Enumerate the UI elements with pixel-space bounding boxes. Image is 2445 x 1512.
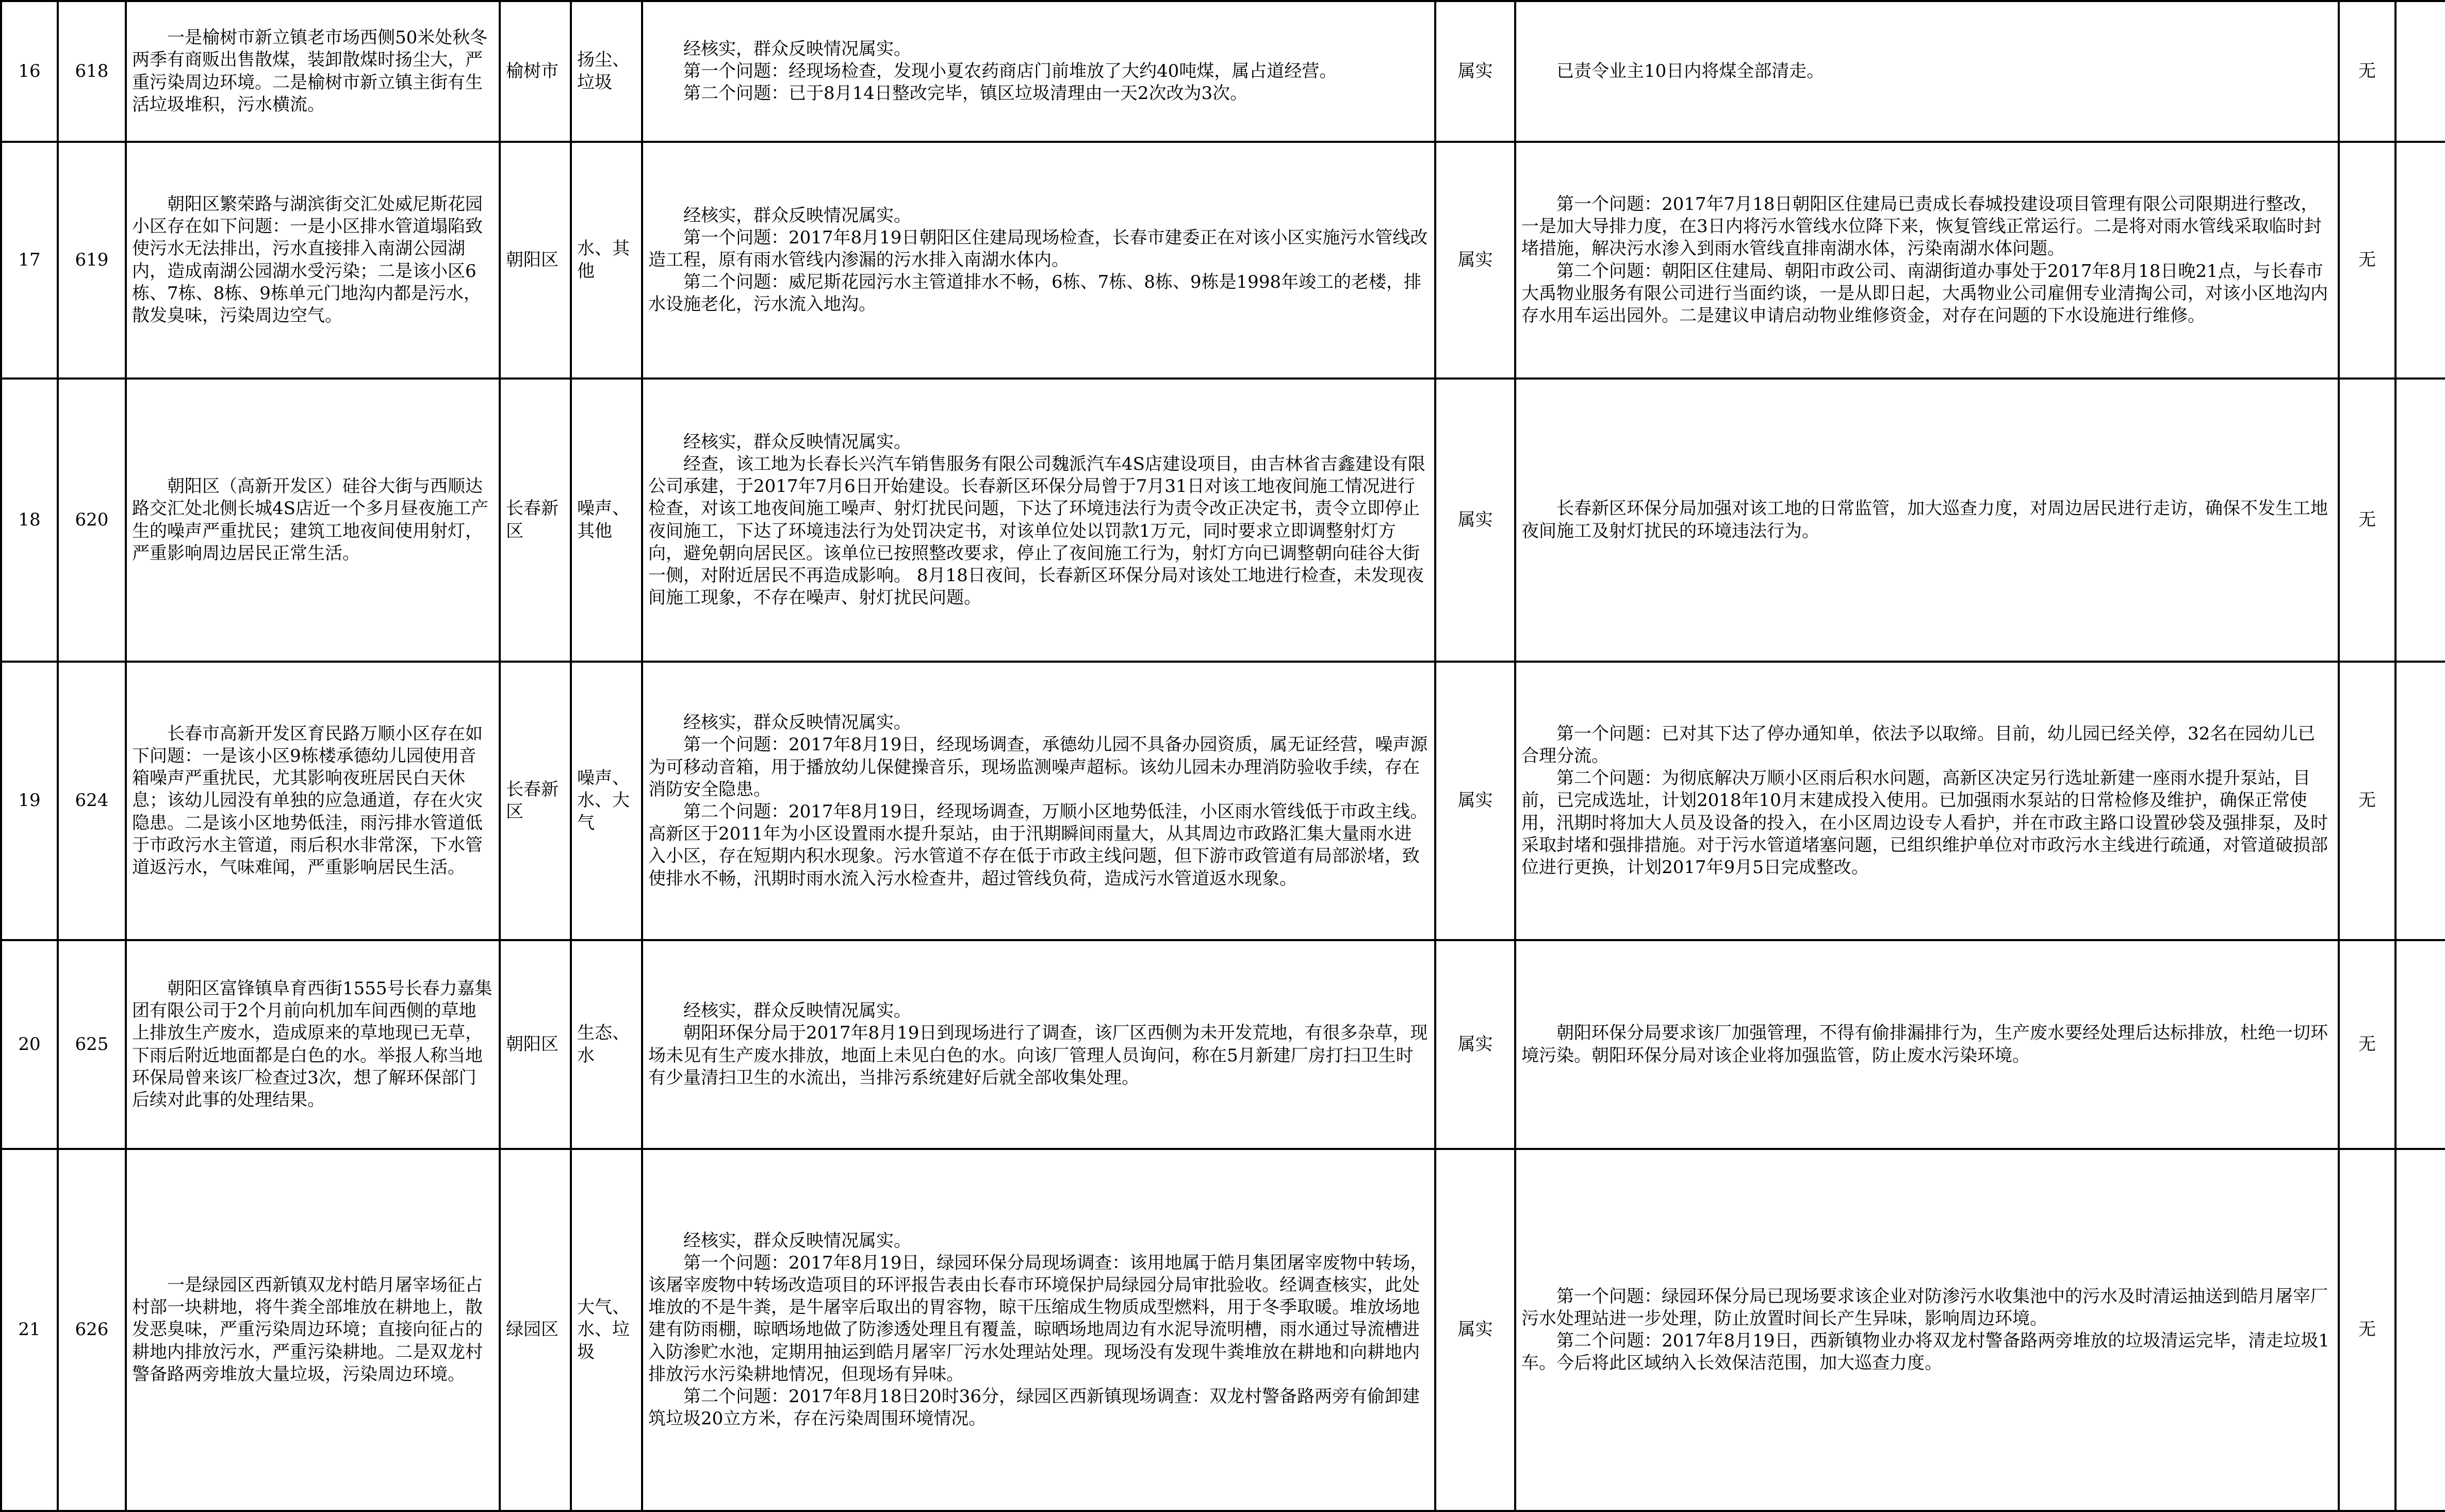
id-cell: 624: [58, 662, 126, 940]
empty-cell: [2395, 940, 2445, 1149]
investigation-cell-paragraph: 经核实，群众反映情况属实。: [683, 1000, 911, 1022]
table-row: [1, 1, 2445, 142]
complaint-text: 长春市高新开发区育民路万顺小区存在如下问题：一是该小区9栋楼承德幼儿园使用音箱噪声严重扰民，尤其影响夜班居民白天休息；该幼儿园没有单独的应急通道，存在火灾隐患。二是该小区地势低洼，雨污排水管道低于市政污水主管道，雨后积水非常深，下水管道返污水，气味难闻，严重影响居民生活。: [132, 723, 483, 878]
category-cell: 大气、水、垃圾: [571, 1149, 642, 1511]
empty-cell: [2395, 1, 2445, 142]
investigation-cell-paragraph: 朝阳环保分局于2017年8月19日到现场进行了调查，该厂区西侧为未开发荒地，有很多杂草，现场未见有生产废水排放，地面上未见白色的水。向该厂管理人员询问，称在5月新建厂房打扫卫生时有少量清扫卫生的水流出，当排污系统建好后就全部收集处理。: [648, 1023, 1428, 1088]
id-cell: 619: [58, 142, 126, 379]
investigation-cell: [642, 379, 1435, 662]
empty-cell: [2395, 662, 2445, 940]
empty-cell: [2395, 1149, 2445, 1511]
table-row: [1, 379, 2445, 662]
investigation-cell-paragraph: 第一个问题：2017年8月19日，经现场调查，承德幼儿园不具备办园资质，属无证经营，噪声源为可移动音箱，用于播放幼儿保健操音乐，现场监测噪声超标。该幼儿园未办理消防验收手续，存在消防安全隐患。: [648, 734, 1428, 800]
accountability-cell: 无: [2339, 1149, 2395, 1511]
seq-cell: 19: [1, 662, 58, 940]
verdict-cell: 属实: [1435, 940, 1515, 1149]
investigation-cell-paragraph: 经核实，群众反映情况属实。: [683, 1230, 911, 1251]
accountability-cell: 无: [2339, 142, 2395, 379]
complaint-text: 一是榆树市新立镇老市场西侧50米处秋冬两季有商贩出售散煤，装卸散煤时扬尘大，严重污染周边环境。二是榆树市新立镇主街有生活垃圾堆积，污水横流。: [132, 27, 488, 115]
complaint-text: 朝阳区（高新开发区）硅谷大街与西顺达路交汇处北侧长城4S店近一个多月昼夜施工产生的噪声严重扰民；建筑工地夜间使用射灯，严重影响周边居民正常生活。: [132, 476, 488, 564]
handling-cell-paragraph: 第二个问题：2017年8月19日，西新镇物业办将双龙村警备路两旁堆放的垃圾清运完毕，清走垃圾1车。今后将此区域纳入长效保洁范围，加大巡查力度。: [1521, 1330, 2330, 1374]
table-row: [1, 662, 2445, 940]
handling-cell: [1515, 142, 2339, 379]
id-cell: 625: [58, 940, 126, 1149]
handling-cell: [1515, 379, 2339, 662]
id-cell: 620: [58, 379, 126, 662]
category-cell: 噪声、水、大气: [571, 662, 642, 940]
id-cell: 618: [58, 1, 126, 142]
table-row: [1, 1149, 2445, 1511]
district-cell: 长春新区: [500, 379, 571, 662]
table-body: [1, 1, 2445, 1511]
accountability-cell: 无: [2339, 1, 2395, 142]
seq-cell: 21: [1, 1149, 58, 1511]
investigation-cell-paragraph: 经核实，群众反映情况属实。: [683, 38, 911, 59]
investigation-cell-paragraph: 第二个问题：已于8月14日整改完毕，镇区垃圾清理由一天2次改为3次。: [683, 83, 1248, 104]
table-row: [1, 142, 2445, 379]
investigation-cell-paragraph: 第二个问题：威尼斯花园污水主管道排水不畅，6栋、7栋、8栋、9栋是1998年竣工的老楼，排水设施老化，污水流入地沟。: [648, 272, 1422, 315]
investigation-cell-paragraph: 经核实，群众反映情况属实。: [683, 431, 911, 452]
investigation-cell: [642, 1149, 1435, 1511]
handling-cell: [1515, 1149, 2339, 1511]
district-cell: 朝阳区: [500, 142, 571, 379]
verdict-cell: 属实: [1435, 142, 1515, 379]
investigation-cell-paragraph: 第二个问题：2017年8月18日20时36分，绿园区西新镇现场调查：双龙村警备路两旁有偷卸建筑垃圾20立方米，存在污染周围环境情况。: [648, 1386, 1420, 1429]
verdict-cell: 属实: [1435, 1, 1515, 142]
district-cell: 长春新区: [500, 662, 571, 940]
category-cell: 噪声、其他: [571, 379, 642, 662]
verdict-cell: 属实: [1435, 662, 1515, 940]
complaint-cell: [126, 662, 500, 940]
complaint-cell: [126, 379, 500, 662]
seq-cell: 17: [1, 142, 58, 379]
handling-cell-paragraph: 第一个问题：2017年7月18日朝阳区住建局已责成长春城投建设项目管理有限公司限期进行整改，一是加大导排力度，在3日内将污水管线水位降下来，恢复管线正常运行。二是将对雨水管线采取临时封堵措施，解决污水渗入到雨水管线直排南湖水体，污染南湖水体问题。: [1521, 193, 2322, 259]
investigation-cell: [642, 142, 1435, 379]
investigation-cell-paragraph: 经核实，群众反映情况属实。: [683, 205, 911, 226]
seq-cell: 20: [1, 940, 58, 1149]
district-cell: 朝阳区: [500, 940, 571, 1149]
district-cell: 榆树市: [500, 1, 571, 142]
table-row: [1, 940, 2445, 1149]
category-cell: 扬尘、垃圾: [571, 1, 642, 142]
seq-cell: 18: [1, 379, 58, 662]
empty-cell: [2395, 142, 2445, 379]
complaint-cell: [126, 940, 500, 1149]
investigation-cell-paragraph: 经核实，群众反映情况属实。: [683, 712, 911, 733]
district-cell: 绿园区: [500, 1149, 571, 1511]
complaint-text: 朝阳区富锋镇阜育西街1555号长春力嘉集团有限公司于2个月前向机加车间西侧的草地上排放生产废水，造成原来的草地现已无草，下雨后附近地面都是白色的水。举报人称当地环保局曾来该厂检查过3次，想了解环保部门后续对此事的处理结果。: [132, 978, 493, 1110]
verdict-cell: 属实: [1435, 379, 1515, 662]
investigation-cell: [642, 662, 1435, 940]
complaint-cell: [126, 142, 500, 379]
investigation-cell-paragraph: 第二个问题：2017年8月19日，经现场调查，万顺小区地势低洼，小区雨水管线低于市政主线。高新区于2011年为小区设置雨水提升泵站，由于汛期瞬间雨量大，从其周边市政路汇集大量雨水进入小区，存在短期内积水现象。污水管道不存在低于市政主线问题，但下游市政管道有局部淤堵，致使排水不畅，汛期时雨水流入污水检查井，超过管线负荷，造成污水管道返水现象。: [648, 801, 1428, 889]
accountability-cell: 无: [2339, 379, 2395, 662]
accountability-cell: 无: [2339, 940, 2395, 1149]
verdict-cell: 属实: [1435, 1149, 1515, 1511]
handling-cell-paragraph: 朝阳环保分局要求该厂加强管理，不得有偷排漏排行为，生产废水要经处理后达标排放，杜绝一切环境污染。朝阳环保分局对该企业将加强监管，防止废水污染环境。: [1521, 1023, 2328, 1066]
investigation-cell-paragraph: 第一个问题：2017年8月19日朝阳区住建局现场检查，长春市建委正在对该小区实施污水管线改造工程，原有雨水管线内渗漏的污水排入南湖水体内。: [648, 227, 1428, 270]
empty-cell: [2395, 379, 2445, 662]
handling-cell: [1515, 662, 2339, 940]
handling-cell-paragraph: 第一个问题：绿园环保分局已现场要求该企业对防渗污水收集池中的污水及时清运抽送到皓月屠宰厂污水处理站进一步处理，防止放置时间长产生异味，影响周边环境。: [1521, 1286, 2328, 1329]
investigation-cell: [642, 1, 1435, 142]
complaint-cell: [126, 1, 500, 142]
handling-cell-paragraph: 第二个问题：朝阳区住建局、朝阳市政公司、南湖街道办事处于2017年8月18日晚21点，与长春市大禹物业服务有限公司进行当面约谈，一是从即日起，大禹物业公司雇佣专业清掏公司，对该小区地沟内存水用车运出园外。二是建议申请启动物业维修资金，对存在问题的下水设施进行维修。: [1521, 260, 2328, 326]
accountability-cell: 无: [2339, 662, 2395, 940]
complaint-cell: [126, 1149, 500, 1511]
investigation-cell-paragraph: 经查，该工地为长春长兴汽车销售服务有限公司魏派汽车4S店建设项目，由吉林省吉鑫建设有限公司承建，于2017年7月6日开始建设。长春新区环保分局曾于7月31日对该工地夜间施工情况进行检查，对该工地夜间施工噪声、射灯扰民问题，下达了环境违法行为责令改正决定书，责令立即停止夜间施工，下达了环境违法行为处罚决定书，对该单位处以罚款1万元，同时要求立即调整射灯方向，避免朝向居民区。该单位已按照整改要求，停止了夜间施工行为，射灯方向已调整朝向硅谷大街一侧，对附近居民不再造成影响。 8月18日夜间，长春新区环保分局对该处工地进行检查，未发现夜间施工现象，不存在噪声、射灯扰民问题。: [648, 453, 1425, 609]
investigation-cell: [642, 940, 1435, 1149]
handling-cell-paragraph: 第二个问题：为彻底解决万顺小区雨后积水问题，高新区决定另行选址新建一座雨水提升泵站，目前，已完成选址，计划2018年10月末建成投入使用。已加强雨水泵站的日常检修及维护，确保正常使用，汛期时将加大人员及设备的投入，在小区周边设专人看护，并在市政主路口设置砂袋及强排泵，及时采取封堵和强排措施。对于污水管道堵塞问题，已组织维护单位对市政污水主线进行疏通，对管道破损部位进行更换，计划2017年9月5日完成整改。: [1521, 768, 2328, 878]
handling-cell: [1515, 1, 2339, 142]
id-cell: 626: [58, 1149, 126, 1511]
category-cell: 生态、水: [571, 940, 642, 1149]
category-cell: 水、其他: [571, 142, 642, 379]
handling-cell: [1515, 940, 2339, 1149]
seq-cell: 16: [1, 1, 58, 142]
investigation-cell-paragraph: 第一个问题：经现场检查，发现小夏农药商店门前堆放了大约40吨煤，属占道经营。: [683, 60, 1337, 81]
handling-cell-paragraph: 长春新区环保分局加强对该工地的日常监管，加大巡查力度，对周边居民进行走访，确保不发生工地夜间施工及射灯扰民的环境违法行为。: [1521, 498, 2328, 541]
investigation-cell-paragraph: 第一个问题：2017年8月19日，绿园环保分局现场调查：该用地属于皓月集团屠宰废物中转场，该屠宰废物中转场改造项目的环评报告表由长春市环境保护局绿园分局审批验收。经调查核实，此处堆放的不是牛粪，是牛屠宰后取出的胃容物，晾干压缩成生物质成型燃料，用于冬季取暖。堆放场地建有防雨棚，晾晒场地做了防渗透处理且有覆盖，晾晒场地周边有水泥导流明槽，雨水通过导流槽进入防渗贮水池，定期用抽运到皓月屠宰厂污水处理站处理。现场没有发现牛粪堆放在耕地和向耕地内排放污水污染耕地情况，但现场有异味。: [648, 1252, 1428, 1385]
handling-cell-paragraph: 已责令业主10日内将煤全部清走。: [1556, 60, 1825, 81]
complaint-text: 一是绿园区西新镇双龙村皓月屠宰场征占村部一块耕地，将牛粪全部堆放在耕地上，散发恶臭味，严重污染周边环境；直接向征占的耕地内排放污水，严重污染耕地。二是双龙村警备路两旁堆放大量垃圾，污染周边环境。: [132, 1275, 483, 1385]
complaint-text: 朝阳区繁荣路与湖滨街交汇处威尼斯花园小区存在如下问题：一是小区排水管道塌陷致使污水无法排出，污水直接排入南湖公园湖内，造成南湖公园湖水受污染；二是该小区6栋、7栋、8栋、9栋单元门地沟内都是污水，散发臭味，污染周边空气。: [132, 193, 483, 326]
handling-cell-paragraph: 第一个问题：已对其下达了停办通知单，依法予以取缔。目前，幼儿园已经关停，32名在园幼儿已合理分流。: [1521, 723, 2316, 767]
